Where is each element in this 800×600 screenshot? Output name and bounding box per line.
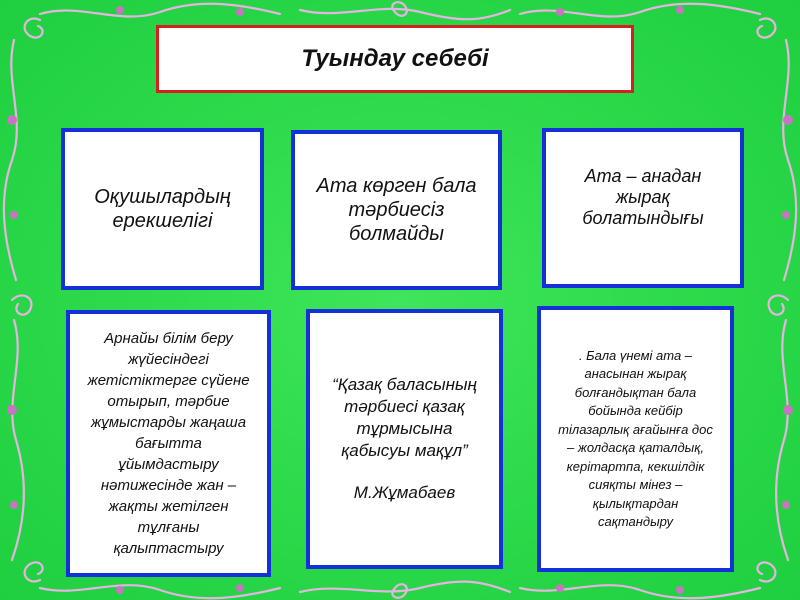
card-education-system bbox=[66, 310, 271, 577]
card-text: Арнайы білім беру жүйесіндегі жетістіктерге сүйене отырып, тәрбие жұмыстарды жаңаша бағытта ұйымдастыру нәтижесінде жан – жақты жетілген тұлғаны қалыптастыру bbox=[87, 330, 250, 557]
card-text: Ата көрген бала тәрбиесіз болмайды bbox=[316, 175, 477, 245]
card-parents-distance bbox=[542, 128, 744, 288]
quote-text: “Қазақ баласының тәрбиесі қазақ тұрмысына қабысуы мақұл” bbox=[332, 375, 477, 460]
card-text: Ата – анадан жырақ болатындығы bbox=[582, 166, 704, 228]
title-box bbox=[156, 25, 634, 93]
quote-author: М.Жұмабаев bbox=[353, 483, 456, 502]
card-text: . Бала үнемі ата – анасынан жырақ болғандықтан бала бойында кейбір тілазарлық ағайынға дос – жолдасқа қаталдық, керітартпа, кекшілдік сияқты мінез – қылықтардан сақтандыру bbox=[558, 347, 713, 529]
card-protection bbox=[537, 306, 734, 572]
page-title: Туындау себебі bbox=[301, 45, 489, 72]
card-quote bbox=[306, 309, 503, 569]
card-text: Оқушылардың ерекшелігі bbox=[94, 186, 231, 232]
card-student-features bbox=[61, 128, 264, 290]
card-proverb bbox=[291, 130, 502, 290]
